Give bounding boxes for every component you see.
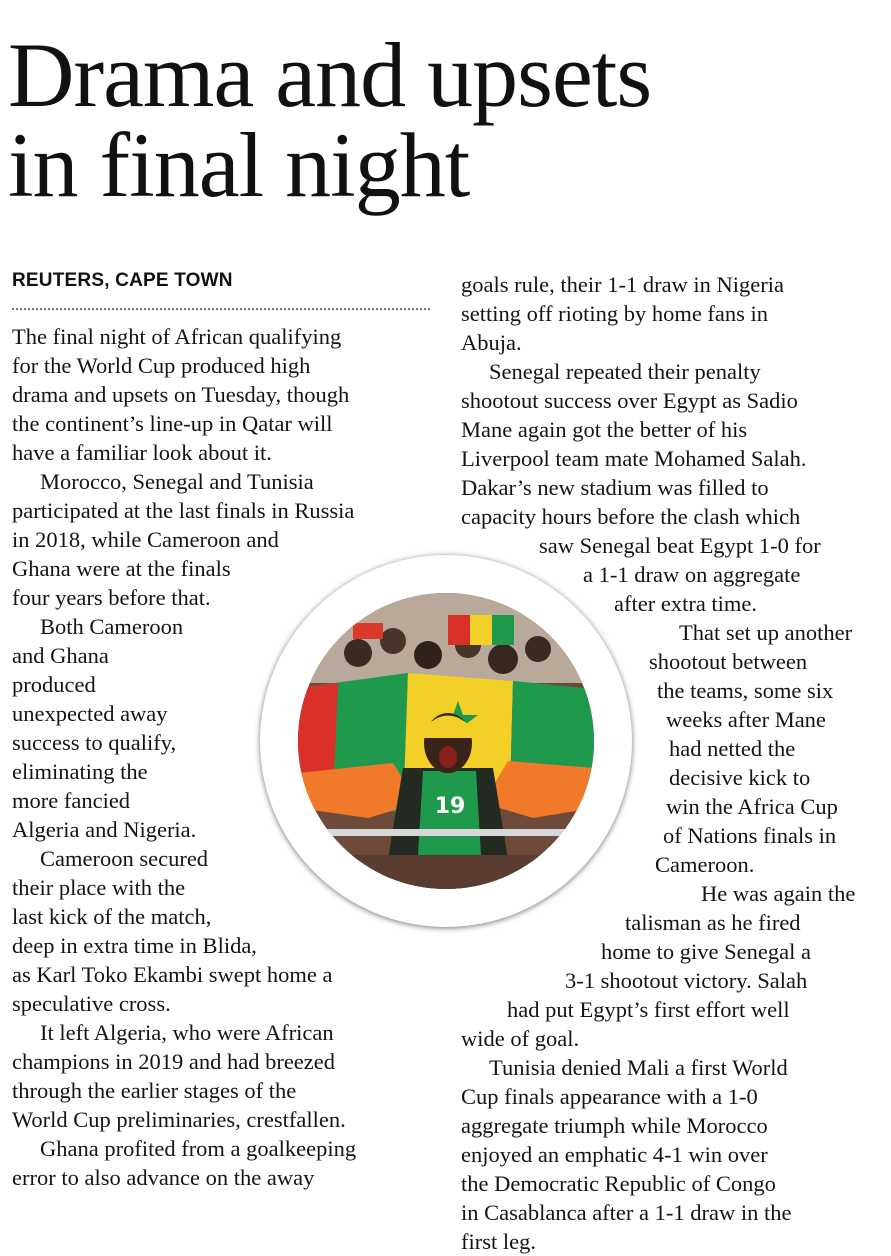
text-line: Both Cameroon xyxy=(40,614,184,639)
text-line: speculative cross. xyxy=(12,991,171,1016)
jersey-number: 19 xyxy=(434,794,466,819)
text-line: after extra time. xyxy=(614,591,758,616)
text-line: shootout between xyxy=(649,649,808,674)
text-line: goals rule, their 1-1 draw in Nigeria xyxy=(461,272,785,297)
text-line: success to qualify, xyxy=(12,730,177,755)
text-line: in 2018, while Cameroon and xyxy=(12,527,279,552)
text-line: the continent’s line-up in Qatar will xyxy=(12,411,333,436)
text-line: Cameroon. xyxy=(655,852,755,877)
text-line: more fancied xyxy=(12,788,131,813)
text-line: had put Egypt’s first effort well xyxy=(507,997,790,1022)
text-line: for the World Cup produced high xyxy=(12,353,311,378)
senegal-fan-illustration xyxy=(298,593,594,889)
text-line: win the Africa Cup xyxy=(666,794,838,819)
text-line: Morocco, Senegal and Tunisia xyxy=(40,469,314,494)
byline-divider xyxy=(12,308,430,310)
text-line: Dakar’s new stadium was filled to xyxy=(461,475,769,500)
text-line: in Casablanca after a 1-1 draw in the xyxy=(461,1200,792,1225)
text-line: deep in extra time in Blida, xyxy=(12,933,257,958)
text-line: first leg. xyxy=(461,1229,536,1254)
text-line: saw Senegal beat Egypt 1-0 for xyxy=(539,533,821,558)
text-line: their place with the xyxy=(12,875,186,900)
text-line: Mane again got the better of his xyxy=(461,417,748,442)
headline xyxy=(8,24,888,216)
text-line: setting off rioting by home fans in xyxy=(461,301,769,326)
text-line: eliminating the xyxy=(12,759,148,784)
text-line: shootout success over Egypt as Sadio xyxy=(461,388,798,413)
text-line: as Karl Toko Ekambi swept home a xyxy=(12,962,333,987)
text-line: the Democratic Republic of Congo xyxy=(461,1171,776,1196)
text-line: Cup finals appearance with a 1-0 xyxy=(461,1084,758,1109)
text-line: capacity hours before the clash which xyxy=(461,504,801,529)
text-line: the teams, some six xyxy=(657,678,834,703)
byline: REUTERS, CAPE TOWN xyxy=(12,270,233,291)
text-line: weeks after Mane xyxy=(666,707,826,732)
text-line: drama and upsets on Tuesday, though xyxy=(12,382,350,407)
text-line: of Nations finals in xyxy=(663,823,837,848)
text-line: home to give Senegal a xyxy=(601,939,811,964)
text-line: That set up another xyxy=(679,620,853,645)
text-line: error to also advance on the away xyxy=(12,1165,315,1190)
article-photo xyxy=(298,593,594,889)
text-line: Senegal repeated their penalty xyxy=(489,359,761,384)
text-line: through the earlier stages of the xyxy=(12,1078,297,1103)
text-line: Abuja. xyxy=(461,330,522,355)
text-line: Liverpool team mate Mohamed Salah. xyxy=(461,446,807,471)
text-line: talisman as he fired xyxy=(625,910,801,935)
text-line: champions in 2019 and had breezed xyxy=(12,1049,336,1074)
barrier-rail xyxy=(298,829,594,836)
text-line: aggregate triumph while Morocco xyxy=(461,1113,768,1138)
text-line: unexpected away xyxy=(12,701,168,726)
text-line: 3-1 shootout victory. Salah xyxy=(565,968,808,993)
text-line: have a familiar look about it. xyxy=(12,440,272,465)
text-line: Ghana were at the finals xyxy=(12,556,231,581)
text-line: Ghana profited from a goalkeeping xyxy=(40,1136,357,1161)
text-line: He was again the xyxy=(701,881,856,906)
text-line: produced xyxy=(12,672,96,697)
headline-line-2: in final night xyxy=(8,114,470,216)
text-line: four years before that. xyxy=(12,585,211,610)
text-line: Cameroon secured xyxy=(40,846,209,871)
text-line: It left Algeria, who were African xyxy=(40,1020,334,1045)
text-line: had netted the xyxy=(669,736,796,761)
text-line: and Ghana xyxy=(12,643,109,668)
text-line: wide of goal. xyxy=(461,1026,580,1051)
text-line: last kick of the match, xyxy=(12,904,212,929)
text-line: Tunisia denied Mali a first World xyxy=(489,1055,788,1080)
text-line: Algeria and Nigeria. xyxy=(12,817,197,842)
text-line: enjoyed an emphatic 4-1 win over xyxy=(461,1142,768,1167)
text-line: The final night of African qualifying xyxy=(12,324,342,349)
text-line: decisive kick to xyxy=(669,765,811,790)
text-line: World Cup preliminaries, crestfallen. xyxy=(12,1107,346,1132)
text-line: participated at the last finals in Russia xyxy=(12,498,355,523)
text-line: a 1-1 draw on aggregate xyxy=(583,562,801,587)
headline-line-1: Drama and upsets xyxy=(8,24,652,126)
